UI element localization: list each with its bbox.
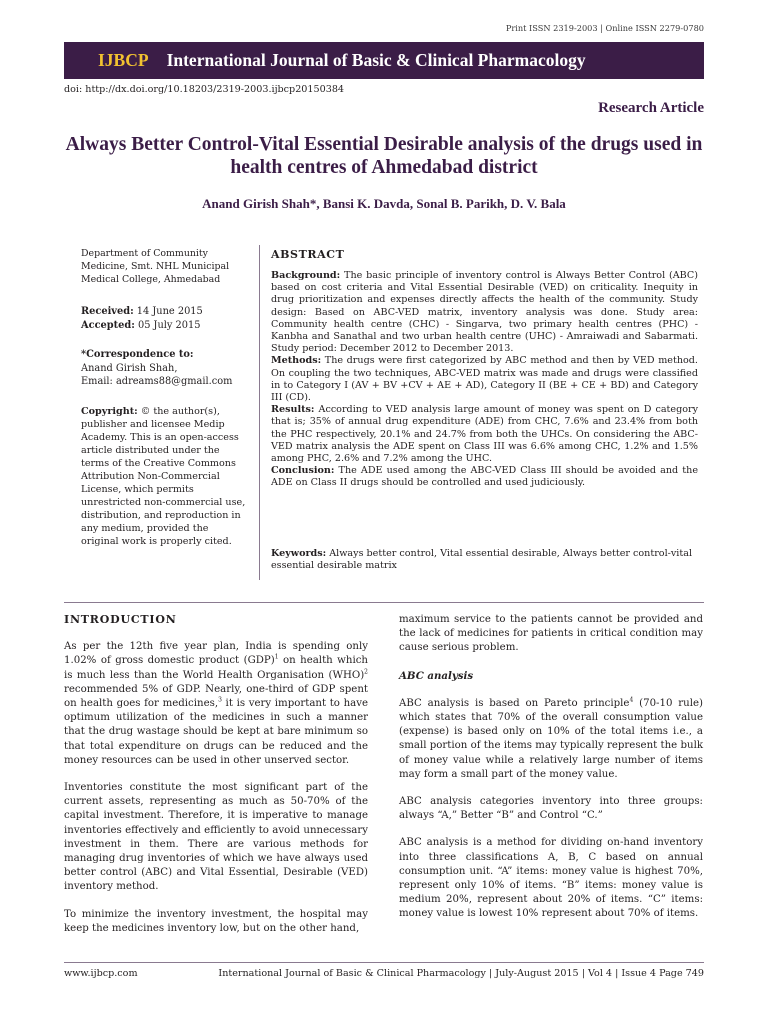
correspondence-name: Anand Girish Shah, bbox=[81, 362, 178, 374]
copyright-text: © the author(s), publisher and licensee Medip Academy. This is an open-access article distributed under the terms of the Creative Commons Attribution Non-Commercial License, which permits unrestricted non-commercial use, distribution, and reproduction in any medium, provided the original work is properly cited. bbox=[81, 406, 246, 547]
citation-ref[interactable]: 1 bbox=[274, 654, 279, 662]
text-span: As per the 12th five year plan, India is spending only 1.02% of gross domestic product (GDP) bbox=[64, 641, 368, 667]
background-label: Background: bbox=[271, 270, 341, 281]
text-span: on health which is much less than the World Health Organisation (WHO) bbox=[64, 655, 368, 681]
abstract-body bbox=[271, 270, 698, 490]
column-divider bbox=[259, 245, 260, 580]
text-span: it is very important to have optimum utilization of the medicines in such a manner that the drug wastage should be kept at bare minimum so that total expenditure on drugs can be reduced and the money resources can be used in other unserved sector. bbox=[64, 698, 368, 766]
journal-abbreviation: IJBCP bbox=[98, 50, 149, 70]
journal-banner bbox=[64, 42, 704, 79]
article-dates bbox=[81, 305, 241, 333]
paragraph bbox=[64, 640, 368, 768]
author-list: Anand Girish Shah*, Bansi K. Davda, Sonal B. Parikh, D. V. Bala bbox=[202, 196, 566, 211]
methods-text: The drugs were first categorized by ABC method and then by VED method. On coupling the two techniques, ABC-VED matrix was made and drugs were classified in to Category I (AV + BV +CV + AE + AD), Category II (BE + CE + BD) and Category III (CD). bbox=[271, 355, 698, 404]
abstract-heading: ABSTRACT bbox=[271, 248, 345, 261]
issn-line: Print ISSN 2319-2003 | Online ISSN 2279-0780 bbox=[505, 23, 704, 33]
received-date bbox=[81, 305, 241, 319]
methods-label: Methods: bbox=[271, 355, 322, 367]
copyright-label: Copyright: bbox=[81, 406, 138, 417]
received-label: Received: bbox=[81, 306, 134, 317]
accepted-label: Accepted: bbox=[81, 320, 135, 331]
body-column-right bbox=[399, 613, 703, 935]
correspondence-email[interactable]: Email: adreams88@gmail.com bbox=[81, 376, 233, 387]
results-text: According to VED analysis large amount of money was spent on D category that is; 35% of annual drug expenditure (ADE) from CHC, 7.6% and 23.4% from both the PHC respectively, 20.1% and 24.7% from both the UHCs. On considering the ABC-VED matrix analysis the ADE spent on Class III was 6.6% among CHC, 1.2% and 1.5% among PHC, 2.6% and 7.2% among the UHC. bbox=[271, 404, 698, 465]
correspondence-label: *Correspondence to: bbox=[81, 349, 194, 360]
paragraph: Inventories constitute the most significant part of the current assets, representing as much as 50-70% of the capital investment. Therefore, it is imperative to manage inventories effectively and efficiently to avoid unnecessary investment in them. There are various methods for managing drug inventories of which we have always used better control (ABC) and Vital Essential, Desirable (VED) inventory method. bbox=[64, 782, 368, 893]
introduction-heading: INTRODUCTION bbox=[64, 613, 177, 626]
copyright-notice bbox=[81, 405, 247, 548]
text-span: ABC analysis is based on Pareto principle bbox=[399, 697, 630, 709]
journal-name: International Journal of Basic & Clinical Pharmacology bbox=[166, 50, 586, 70]
keywords-label: Keywords: bbox=[271, 548, 327, 559]
accepted-value: 05 July 2015 bbox=[134, 320, 201, 331]
paragraph bbox=[399, 697, 703, 782]
results-label: Results: bbox=[271, 404, 315, 416]
paragraph: ABC analysis is a method for dividing on-hand inventory into three classifications A, B, C based on annual consumption unit. “A” items: money value is highest 70%, represent only 10% of items. “B” items: money value is medium 20%, represent about 20% of items. “C” items: money value is lowest 10% represent about 70% of items. bbox=[399, 837, 703, 920]
article-title: Always Better Control-Vital Essential Desirable analysis of the drugs used in health centres of Ahmedabad district bbox=[65, 134, 703, 178]
paragraph: ABC analysis categories inventory into three groups: always “A,” Better “B” and Control “C.” bbox=[399, 796, 703, 822]
body-column-left bbox=[64, 613, 368, 949]
background-text: The basic principle of inventory control is Always Better Control (ABC) based on cost criteria and Vital Essential Desirable (VED) on criticality. Inequity in drug prioritization and expenses directly affects the health of the community. Study design: Based on ABC-VED matrix, inventory analysis was done. Study area: Community health centre (CHC) - Singarva, two primary health centres (PHC) - Kanbha and Sanathal and two urban health centre (UHC) - Amraiwadi and Sabarmati. Study period: December 2012 to December 2013. bbox=[271, 270, 698, 355]
paragraph: To minimize the inventory investment, the hospital may keep the medicines inventory low, but on the other hand, bbox=[64, 908, 368, 934]
footer-citation: International Journal of Basic & Clinical Pharmacology | July-August 2015 | Vol 4 | Issue 4 Page 749 bbox=[218, 968, 704, 979]
section-divider bbox=[64, 602, 704, 603]
affiliation: Department of Community Medicine, Smt. NHL Municipal Medical College, Ahmedabad bbox=[81, 248, 230, 286]
conclusion-label: Conclusion: bbox=[271, 465, 335, 477]
doi-link[interactable]: doi: http://dx.doi.org/10.18203/2319-2003.ijbcp20150384 bbox=[64, 84, 345, 95]
citation-ref[interactable]: 4 bbox=[629, 696, 634, 704]
conclusion-text: The ADE used among the ABC-VED Class III should be avoided and the ADE on Class II drugs should be controlled and used judiciously. bbox=[271, 465, 698, 489]
received-value: 14 June 2015 bbox=[133, 306, 203, 317]
article-type: Research Article bbox=[598, 100, 704, 116]
text-span: (70-10 rule) which states that 70% of the overall consumption value (expense) is based only on 10% of the total items i.e., a small portion of the items may typically represent the bulk of money value while a relatively large number of items may form a small part of the money value. bbox=[399, 697, 704, 780]
correspondence bbox=[81, 348, 256, 389]
paragraph-continued: maximum service to the patients cannot be provided and the lack of medicines for patients in critical condition may cause serious problem. bbox=[399, 614, 703, 654]
citation-ref[interactable]: 3 bbox=[218, 696, 222, 704]
citation-ref[interactable]: 2 bbox=[364, 668, 368, 676]
accepted-date bbox=[81, 319, 241, 333]
abc-analysis-heading: ABC analysis bbox=[399, 669, 474, 682]
text-span: recommended 5% of GDP. Nearly, one-third of GDP spent on health goes for medicines, bbox=[64, 683, 368, 710]
keywords bbox=[271, 548, 698, 572]
footer-divider bbox=[64, 962, 704, 963]
footer-website[interactable]: www.ijbcp.com bbox=[64, 968, 138, 979]
keywords-text: Always better control, Vital essential desirable, Always better control-vital essential desirable matrix bbox=[271, 548, 693, 572]
